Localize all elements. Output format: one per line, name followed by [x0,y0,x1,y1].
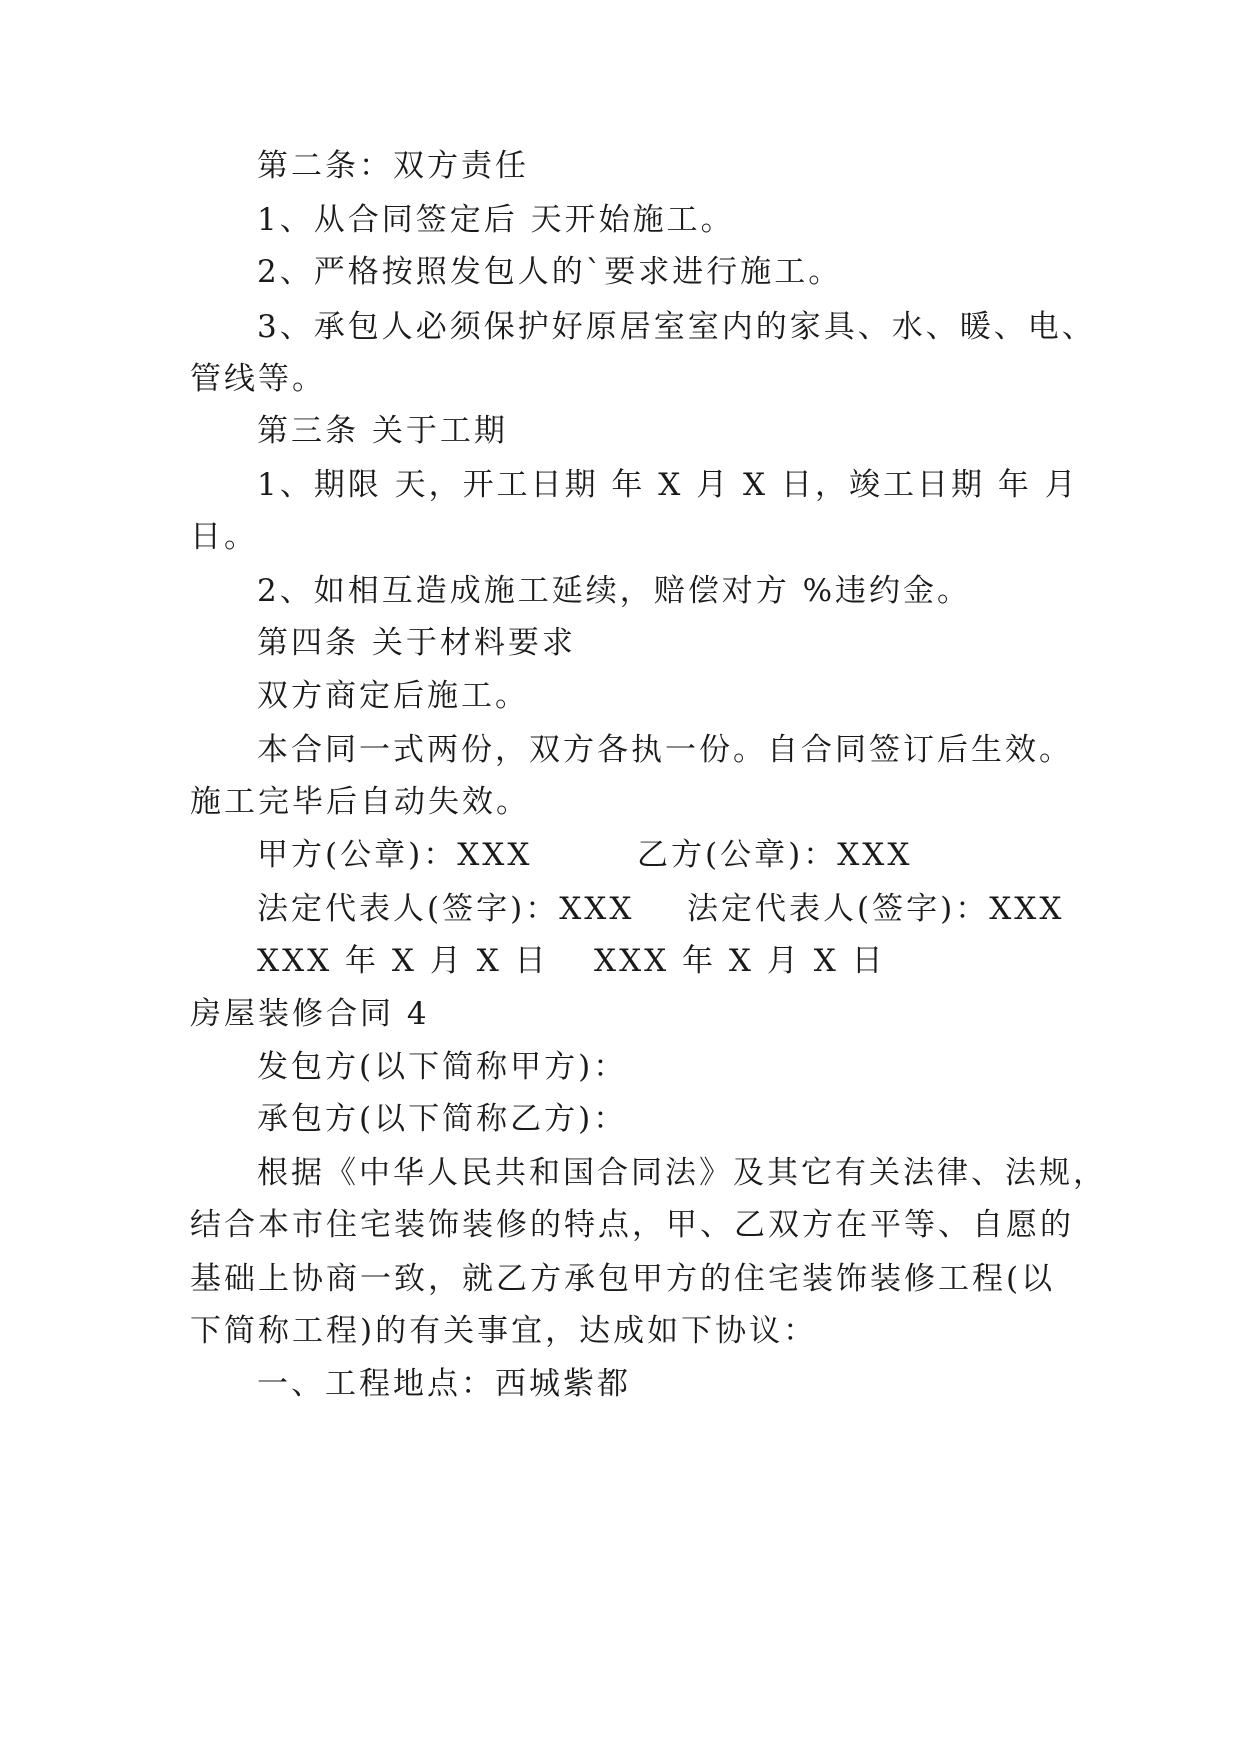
preamble-line-1: 根据《中华人民共和国合同法》及其它有关法律、法规， [257,1155,1107,1191]
contract-4-title: 房屋装修合同 4 [190,996,430,1032]
preamble-line-3: 基础上协商一致，就乙方承包甲方的住宅装饰装修工程(以 [190,1261,1056,1297]
contractor-line: 承包方(以下简称乙方)： [257,1101,628,1137]
article-4-body: 双方商定后施工。 [257,678,529,714]
article-4-title: 第四条 关于材料要求 [257,625,576,661]
article-2-title: 第二条：双方责任 [257,148,529,184]
article-3-item-1-cont: 日。 [190,519,258,555]
employer-line: 发包方(以下简称甲方)： [257,1049,628,1085]
party-b-date: XXX 年 X 月 X 日 [594,943,886,979]
preamble-line-2: 结合本市住宅装饰装修的特点，甲、乙双方在平等、自愿的 [190,1207,1074,1243]
project-site: 一、工程地点：西城紫都 [257,1366,631,1402]
party-b-representative: 法定代表人(签字)：XXX [687,891,1065,927]
copies-clause: 本合同一式两份，双方各执一份。自合同签订后生效。 [257,732,1073,768]
article-2-item-2: 2、严格按照发包人的`要求进行施工。 [257,254,843,290]
article-2-item-3-cont: 管线等。 [190,361,326,397]
preamble-line-4: 下简称工程)的有关事宜，达成如下协议： [190,1313,818,1349]
party-a-seal: 甲方(公章)：XXX [257,837,533,873]
article-3-title: 第三条 关于工期 [257,413,508,449]
party-a-date: XXX 年 X 月 X 日 [257,943,549,979]
party-a-representative: 法定代表人(签字)：XXX [257,891,635,927]
copies-clause-cont: 施工完毕后自动失效。 [190,784,530,820]
article-3-item-2: 2、如相互造成施工延续，赔偿对方 %违约金。 [257,573,972,609]
article-2-item-3: 3、承包人必须保护好原居室室内的家具、水、暖、电、 [257,309,1096,345]
party-b-seal: 乙方(公章)：XXX [637,837,913,873]
article-3-item-1: 1、期限 天，开工日期 年 X 月 X 日，竣工日期 年 月 [257,467,1079,503]
article-2-item-1: 1、从合同签定后 天开始施工。 [257,202,735,238]
